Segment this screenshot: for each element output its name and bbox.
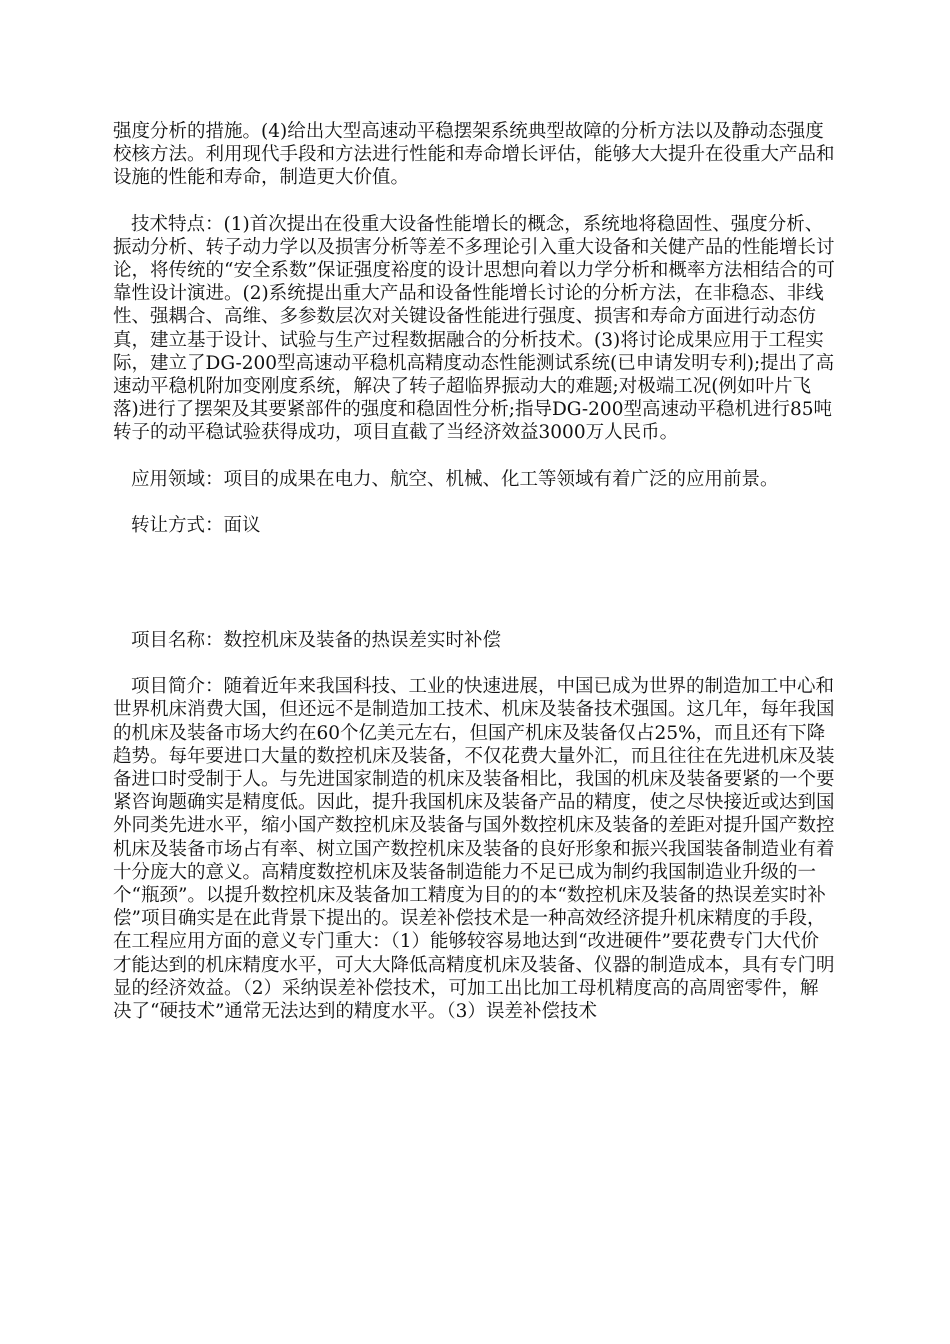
paragraph-technical-features: 技术特点：(1)首次提出在役重大设备性能增长的概念，系统地将稳固性、强度分析、振动分析、转子动力学以及损害分析等差不多理论引入重大设备和关健产品的性能增长讨论，将传统的“安全系数”保证强度裕度的设计思想向着以力学分析和概率方法相结合的可靠性设计演进。(2)系统提出重大产品和设备性能增长讨论的分析方法，在非稳态、非线性、强耦合、高维、多参数层次对关键设备性能进行强度、损害和寿命方面进行动态仿真，建立基于设计、试验与生产过程数据融合的分析技术。(3)将讨论成果应用于工程实际，建立了DG-200型高速动平稳机高精度动态性能测试系统(已申请发明专利);提出了高速动平稳机附加变刚度系统，解决了转子超临界振动大的难题;对极端工况(例如叶片飞落)进行了摆架及其要紧部件的强度和稳固性分析;指导DG-200型高速动平稳机进行85吨转子的动平稳试验获得成功，项目直截了当经济效益3000万人民币。 (113, 213, 835, 444)
document-page (113, 120, 835, 1023)
paragraph-transfer-method: 转让方式：面议 (131, 514, 261, 536)
paragraph-analysis-measures: 强度分析的措施。(4)给出大型高速动平稳摆架系统典型故障的分析方法以及静动态强度校核方法。利用现代手段和方法进行性能和寿命增长评估，能够大大提升在役重大产品和设施的性能和寿命，制造更大价值。 (113, 121, 835, 189)
paragraph-project-intro: 项目简介：随着近年来我国科技、工业的快速进展，中国已成为世界的制造加工中心和世界机床消费大国，但还远不是制造加工技术、机床及装备技术强国。这几年，每年我国的机床及装备市场大约在60个亿美元左右，但国产机床及装备仅占25%，而且还有下降趋势。每年要进口大量的数控机床及装备，不仅花费大量外汇，而且往往在先进机床及装备进口时受制于人。与先进国家制造的机床及装备相比，我国的机床及装备要紧的一个要紧咨询题确实是精度低。因此，提升我国机床及装备产品的精度，使之尽快接近或达到国外同类先进水平，缩小国产数控机床及装备与国外数控机床及装备的差距对提升国产数控机床及装备市场占有率、树立国产数控机床及装备的良好形象和振兴我国装备制造业有着十分庞大的意义。高精度数控机床及装备制造能力不足已成为制约我国制造业升级的一个“瓶颈”。以提升数控机床及装备加工精度为目的的本“数控机床及装备的热误差实时补偿”项目确实是在此背景下提出的。误差补偿技术是一种高效经济提升机床精度的手段，在工程应用方面的意义专门重大：（1）能够较容易地达到“改进硬件”要花费专门大代价才能达到的机床精度水平，可大大降低高精度机床及装备、仪器的制造成本，具有专门明显的经济效益。（2）采纳误差补偿技术，可加工出比加工母机精度高的高周密零件，解决了“硬技术”通常无法达到的精度水平。（3）误差补偿技术 (113, 676, 835, 1023)
paragraph-project-name: 项目名称：数控机床及装备的热误差实时补偿 (131, 630, 502, 652)
paragraph-application-fields: 应用领域：项目的成果在电力、航空、机械、化工等领域有着广泛的应用前景。 (131, 468, 779, 490)
